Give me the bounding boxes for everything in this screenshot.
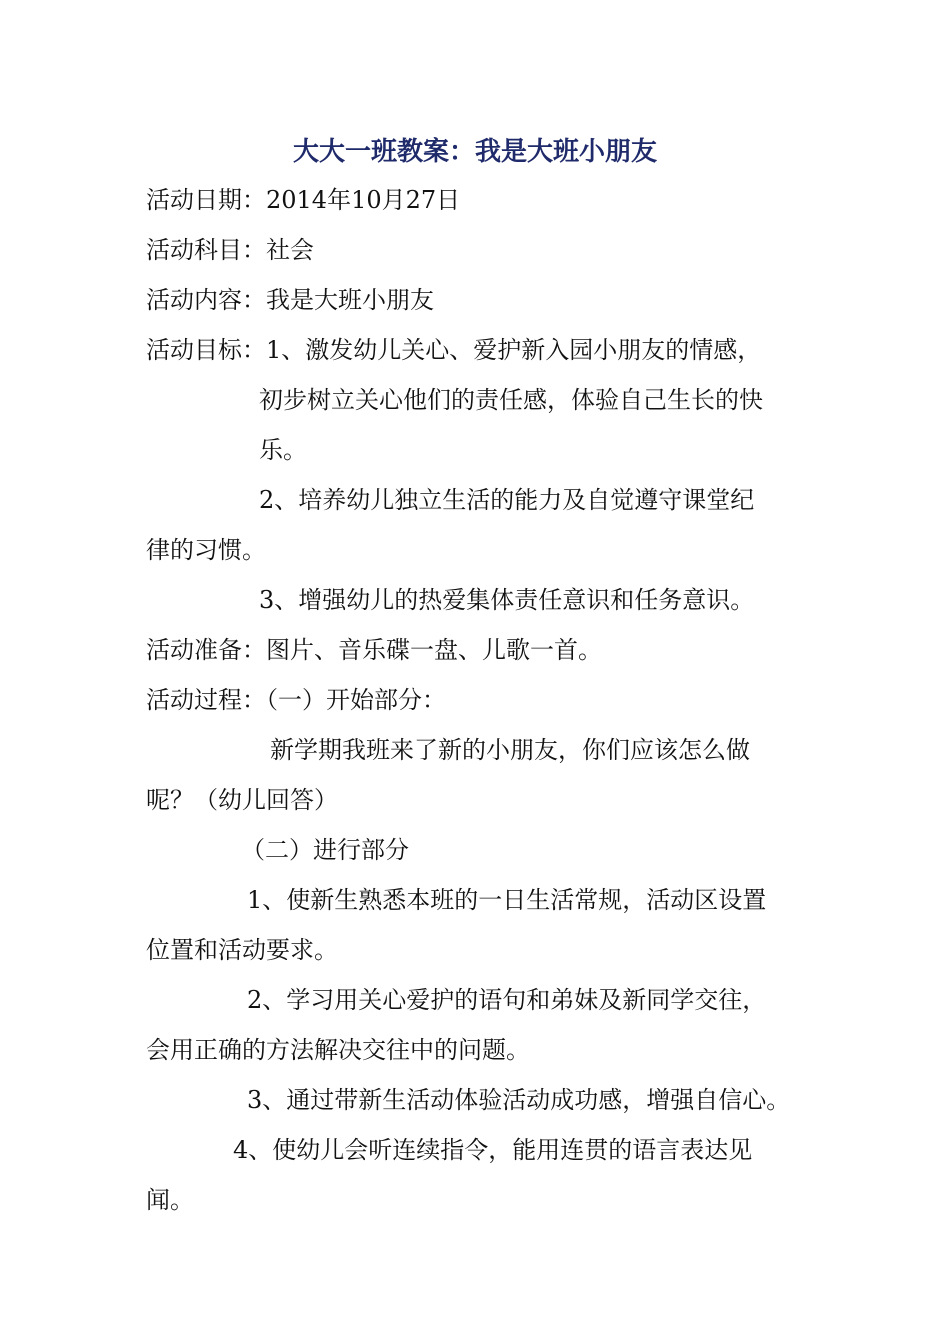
activity-date-line: 活动日期：2014年10月27日 <box>146 186 461 214</box>
activity-goal-3-line: 3、增强幼儿的热爱集体责任意识和任务意识。 <box>259 586 755 614</box>
process-step-2-line: 2、学习用关心爱护的语句和弟妹及新同学交往， <box>247 986 767 1014</box>
activity-subject-line: 活动科目：社会 <box>146 236 314 264</box>
activity-content-line: 活动内容：我是大班小朋友 <box>146 286 434 314</box>
process-step-1-line: 1、使新生熟悉本班的一日生活常规，活动区设置 <box>247 886 767 914</box>
activity-goal-continuation: 乐。 <box>259 436 307 464</box>
activity-goal-line: 活动目标：1、激发幼儿关心、爱护新入园小朋友的情感， <box>146 336 762 364</box>
process-intro-continuation: 呢？（幼儿回答） <box>146 786 338 814</box>
process-step-4-line: 4、使幼儿会听连续指令，能用连贯的语言表达见 <box>233 1136 753 1164</box>
process-step-1-continuation: 位置和活动要求。 <box>146 936 338 964</box>
process-intro-line: 新学期我班来了新的小朋友，你们应该怎么做 <box>270 736 750 764</box>
process-step-4-continuation: 闻。 <box>146 1186 194 1214</box>
process-section-heading: （二）进行部分 <box>241 836 409 864</box>
document-title: 大大一班教案：我是大班小朋友 <box>292 137 657 167</box>
activity-goal-2-line: 2、培养幼儿独立生活的能力及自觉遵守课堂纪 <box>259 486 755 514</box>
activity-goal-continuation: 初步树立关心他们的责任感，体验自己生长的快 <box>259 386 763 414</box>
process-step-3-line: 3、通过带新生活动体验活动成功感，增强自信心。 <box>247 1086 791 1114</box>
activity-preparation-line: 活动准备：图片、音乐碟一盘、儿歌一首。 <box>146 636 602 664</box>
activity-process-line: 活动过程：（一）开始部分： <box>146 686 446 714</box>
activity-goal-2-continuation: 律的习惯。 <box>146 536 266 564</box>
process-step-2-continuation: 会用正确的方法解决交往中的问题。 <box>146 1036 530 1064</box>
